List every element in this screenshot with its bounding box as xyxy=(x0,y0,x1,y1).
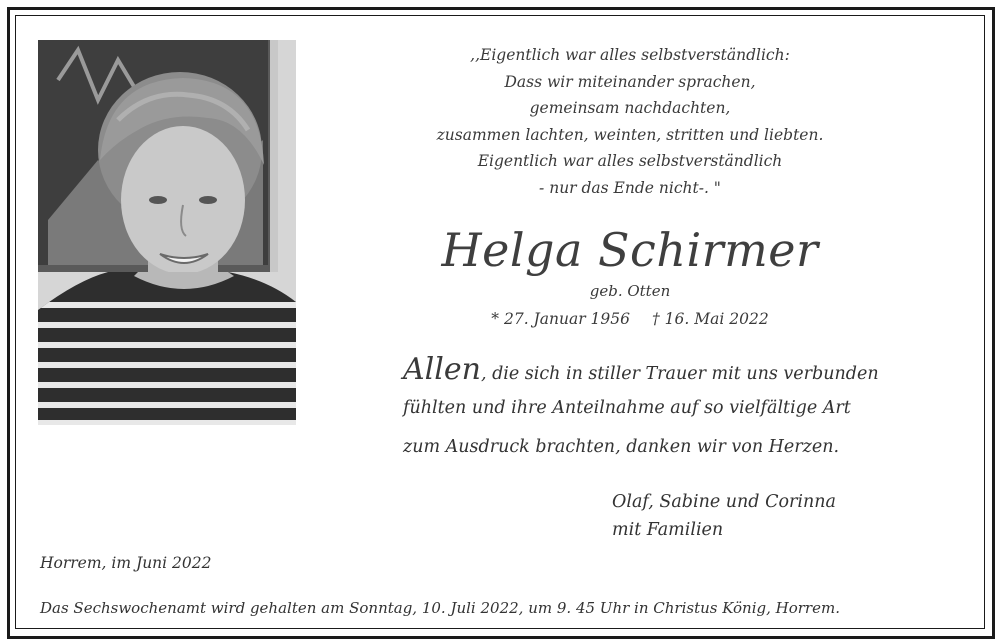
portrait-photo xyxy=(38,40,296,425)
quote-line: zusammen lachten, weinten, stritten und liebten. xyxy=(436,125,824,144)
quote-line: gemeinsam nachdachten, xyxy=(529,99,731,117)
family-line-1: Olaf, Sabine und Corinna xyxy=(612,492,836,512)
quote-line: Dass wir miteinander sprachen, xyxy=(504,72,756,91)
thanks-line-3: zum Ausdruck brachten, danken wir von Herzen. xyxy=(403,437,840,457)
quote-line: - nur das Ende nicht-. " xyxy=(539,178,721,197)
service-notice: Das Sechswochenamt wird gehalten am Sonntag, 10. Juli 2022, um 9. 45 Uhr in Christus König, Horrem. xyxy=(40,599,840,617)
memorial-quote xyxy=(380,42,880,201)
thanks-first-word: Allen xyxy=(403,352,481,387)
quote-line: ,,Eigentlich war alles selbstverständlich: xyxy=(470,46,790,64)
thanks-line-2: fühlten und ihre Anteilnahme auf so vielfältige Art xyxy=(403,398,851,418)
family-signature xyxy=(612,488,836,544)
maiden-name: geb. Otten xyxy=(589,282,671,300)
thanks-line-1: , die sich in stiller Trauer mit uns verbunden xyxy=(480,364,879,384)
deceased-name: Helga Schirmer xyxy=(441,223,819,277)
life-dates xyxy=(380,308,880,330)
family-line-2: mit Familien xyxy=(612,520,724,540)
death-date: † 16. Mai 2022 xyxy=(652,310,769,328)
birth-date: * 27. Januar 1956 xyxy=(491,310,630,328)
thanks-message xyxy=(403,350,883,467)
quote-line: Eigentlich war alles selbstverständlich xyxy=(477,152,783,170)
place-and-date: Horrem, im Juni 2022 xyxy=(40,554,212,572)
